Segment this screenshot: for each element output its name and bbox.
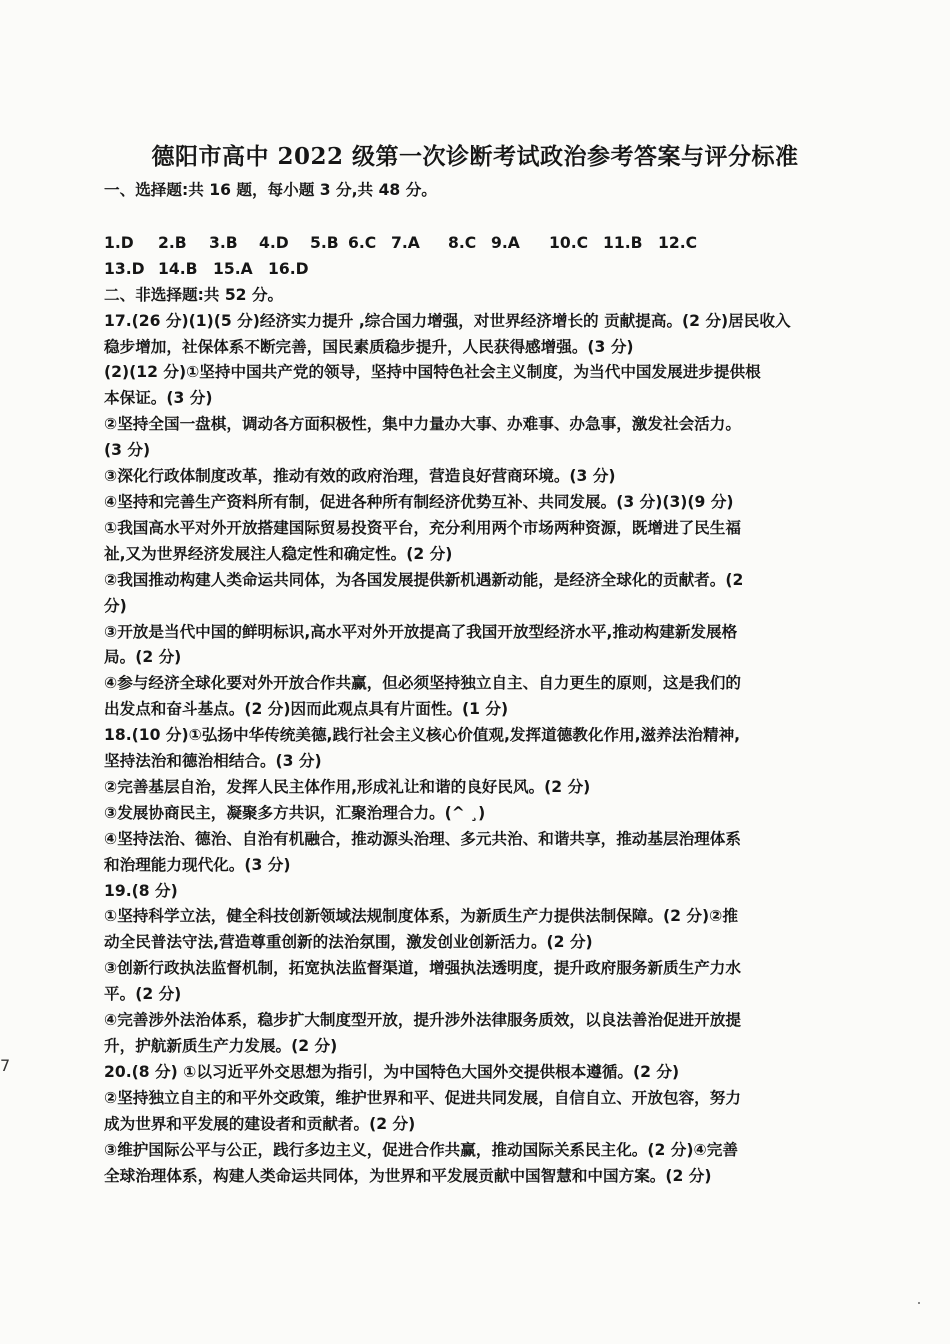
answer-line: 19.(8 分) (104, 881, 178, 900)
answer-line: 20.(8 分) ①以习近平外交思想为指引，为中国特色大国外交提供根本遵循。(2 分) (104, 1062, 680, 1081)
answer-line: ③创新行政执法监督机制，拓宽执法监督渠道，增强执法透明度，提升政府服务新质生产力水 (104, 959, 741, 978)
answer-line: 坚持法治和德治相结合。(3 分) (104, 752, 322, 771)
choice-answer: 3.B (209, 233, 238, 252)
choice-answer: 13.D (104, 259, 145, 278)
answer-line: ②坚持独立自主的和平外交政策，维护世界和平、促进共同发展，自信自立、开放包容，努力 (104, 1088, 741, 1107)
answer-line: 和治理能力现代化。(3 分) (104, 855, 291, 874)
answer-line: ②完善基层自治，发挥人民主体作用,形成礼让和谐的良好民风。(2 分) (104, 777, 591, 796)
answer-line: 18.(10 分)①弘扬中华传统美德,践行社会主义核心价值观,发挥道德教化作用,滋养法治精神, (104, 726, 741, 745)
choice-answer: 8.C (448, 233, 477, 252)
answer-line: 稳步增加，社保体系不断完善，国民素质稳步提升，人民获得感增强。(3 分) (104, 337, 634, 356)
answer-line: 分) (104, 596, 127, 615)
answer-line: ④参与经济全球化要对外开放合作共赢，但必须坚持独立自主、自力更生的原则，这是我们的 (104, 674, 741, 693)
answer-line: ②我国推动构建人类命运共同体，为各国发展提供新机遇新动能，是经济全球化的贡献者。(2 (104, 570, 744, 589)
answer-line: 17.(26 分)(1)(5 分)经济实力提升 ,综合国力增强，对世界经济增长的 贡献提高。(2 分)居民收入 (104, 311, 791, 330)
choice-answer: 2.B (158, 233, 187, 252)
answer-line: 祉,又为世界经济发展注人稳定性和确定性。(2 分) (104, 544, 453, 563)
spacer (104, 204, 856, 231)
answer-line: ③发展协商民主，凝聚多方共识，汇聚治理合力。(^ ¸) (104, 803, 486, 822)
choice-answer: 12.C (658, 233, 698, 252)
choice-answer: 5.B (310, 233, 339, 252)
answer-line: 升，护航新质生产力发展。(2 分) (104, 1037, 338, 1055)
answer-line: (2)(12 分)①坚持中国共产党的领导，坚持中国特色社会主义制度，为当代中国发展进步提供根 (104, 363, 761, 382)
answer-lines (104, 283, 856, 1190)
answer-line: ④坚持法治、德治、自治有机融合，推动源头治理、多元共治、和谐共享，推动基层治理体系 (104, 829, 741, 848)
choice-answer: 14.B (158, 259, 198, 278)
answer-line: (3 分) (104, 441, 151, 460)
answer-line: ③深化行政体制度改革，推动有效的政府治理，营造良好营商环境。(3 分) (104, 467, 616, 486)
choice-answer: 6.C (348, 233, 377, 252)
answer-line: ④坚持和完善生产资料所有制，促进各种所有制经济优势互补、共同发展。(3 分)(3)(9 分) (104, 492, 734, 511)
choice-answer: 16.D (268, 259, 309, 278)
answer-line: 局。(2 分) (104, 648, 182, 667)
answer-line: ③维护国际公平与公正，践行多边主义，促进合作共赢，推动国际关系民主化。(2 分)④完善 (104, 1140, 738, 1159)
page-title: 德阳市高中 2022 级第一次诊断考试政治参考答案与评分标准 (151, 143, 799, 170)
answer-line: 成为世界和平发展的建设者和贡献者。(2 分) (104, 1114, 416, 1133)
answer-line: 全球治理体系，构建人类命运共同体，为世界和平发展贡献中国智慧和中国方案。(2 分) (104, 1166, 712, 1185)
choice-answer: 1.D (104, 233, 134, 252)
section-choice-heading: 一、选择题:共 16 题，每小题 3 分,共 48 分。 (104, 181, 437, 199)
answer-line: 动全民普法守法,营造尊重创新的法治氛围，激发创业创新活力。(2 分) (104, 933, 593, 952)
choice-answer: 9.A (491, 233, 520, 252)
scan-speck (918, 1302, 920, 1304)
answer-line: ①坚持科学立法，健全科技创新领域法规制度体系，为新质生产力提供法制保障。(2 分)②推 (104, 907, 738, 926)
choice-answer: 4.D (259, 233, 289, 252)
choice-answers-row-2 (104, 257, 856, 283)
choice-answer: 10.C (549, 233, 589, 252)
answer-line: 二、非选择题:共 52 分。 (104, 285, 284, 304)
choice-answer: 7.A (391, 233, 420, 252)
answer-line: 平。(2 分) (104, 985, 182, 1004)
answer-line: ④完善涉外法治体系，稳步扩大制度型开放，提升涉外法律服务质效，以良法善治促进开放提 (104, 1011, 741, 1030)
answer-line: ②坚持全国一盘棋，调动各方面积极性，集中力量办大事、办难事、办急事，激发社会活力。 (104, 415, 741, 434)
answer-line: ①我国高水平对外开放搭建国际贸易投资平台，充分利用两个市场两种资源，既增进了民生福 (104, 518, 741, 537)
choice-answer: 15.A (213, 259, 253, 278)
answer-content (104, 178, 856, 1189)
answer-line: ③开放是当代中国的鲜明标识,高水平对外开放提高了我国开放型经济水平,推动构建新发展格 (104, 622, 738, 641)
answer-line: 出发点和奋斗基点。(2 分)因而此观点具有片面性。(1 分) (104, 700, 509, 719)
choice-answers-row-1 (104, 231, 856, 257)
choice-answer: 11.B (603, 233, 643, 252)
answer-line: 本保证。(3 分) (104, 389, 213, 408)
margin-mark: 7 (0, 1056, 11, 1075)
